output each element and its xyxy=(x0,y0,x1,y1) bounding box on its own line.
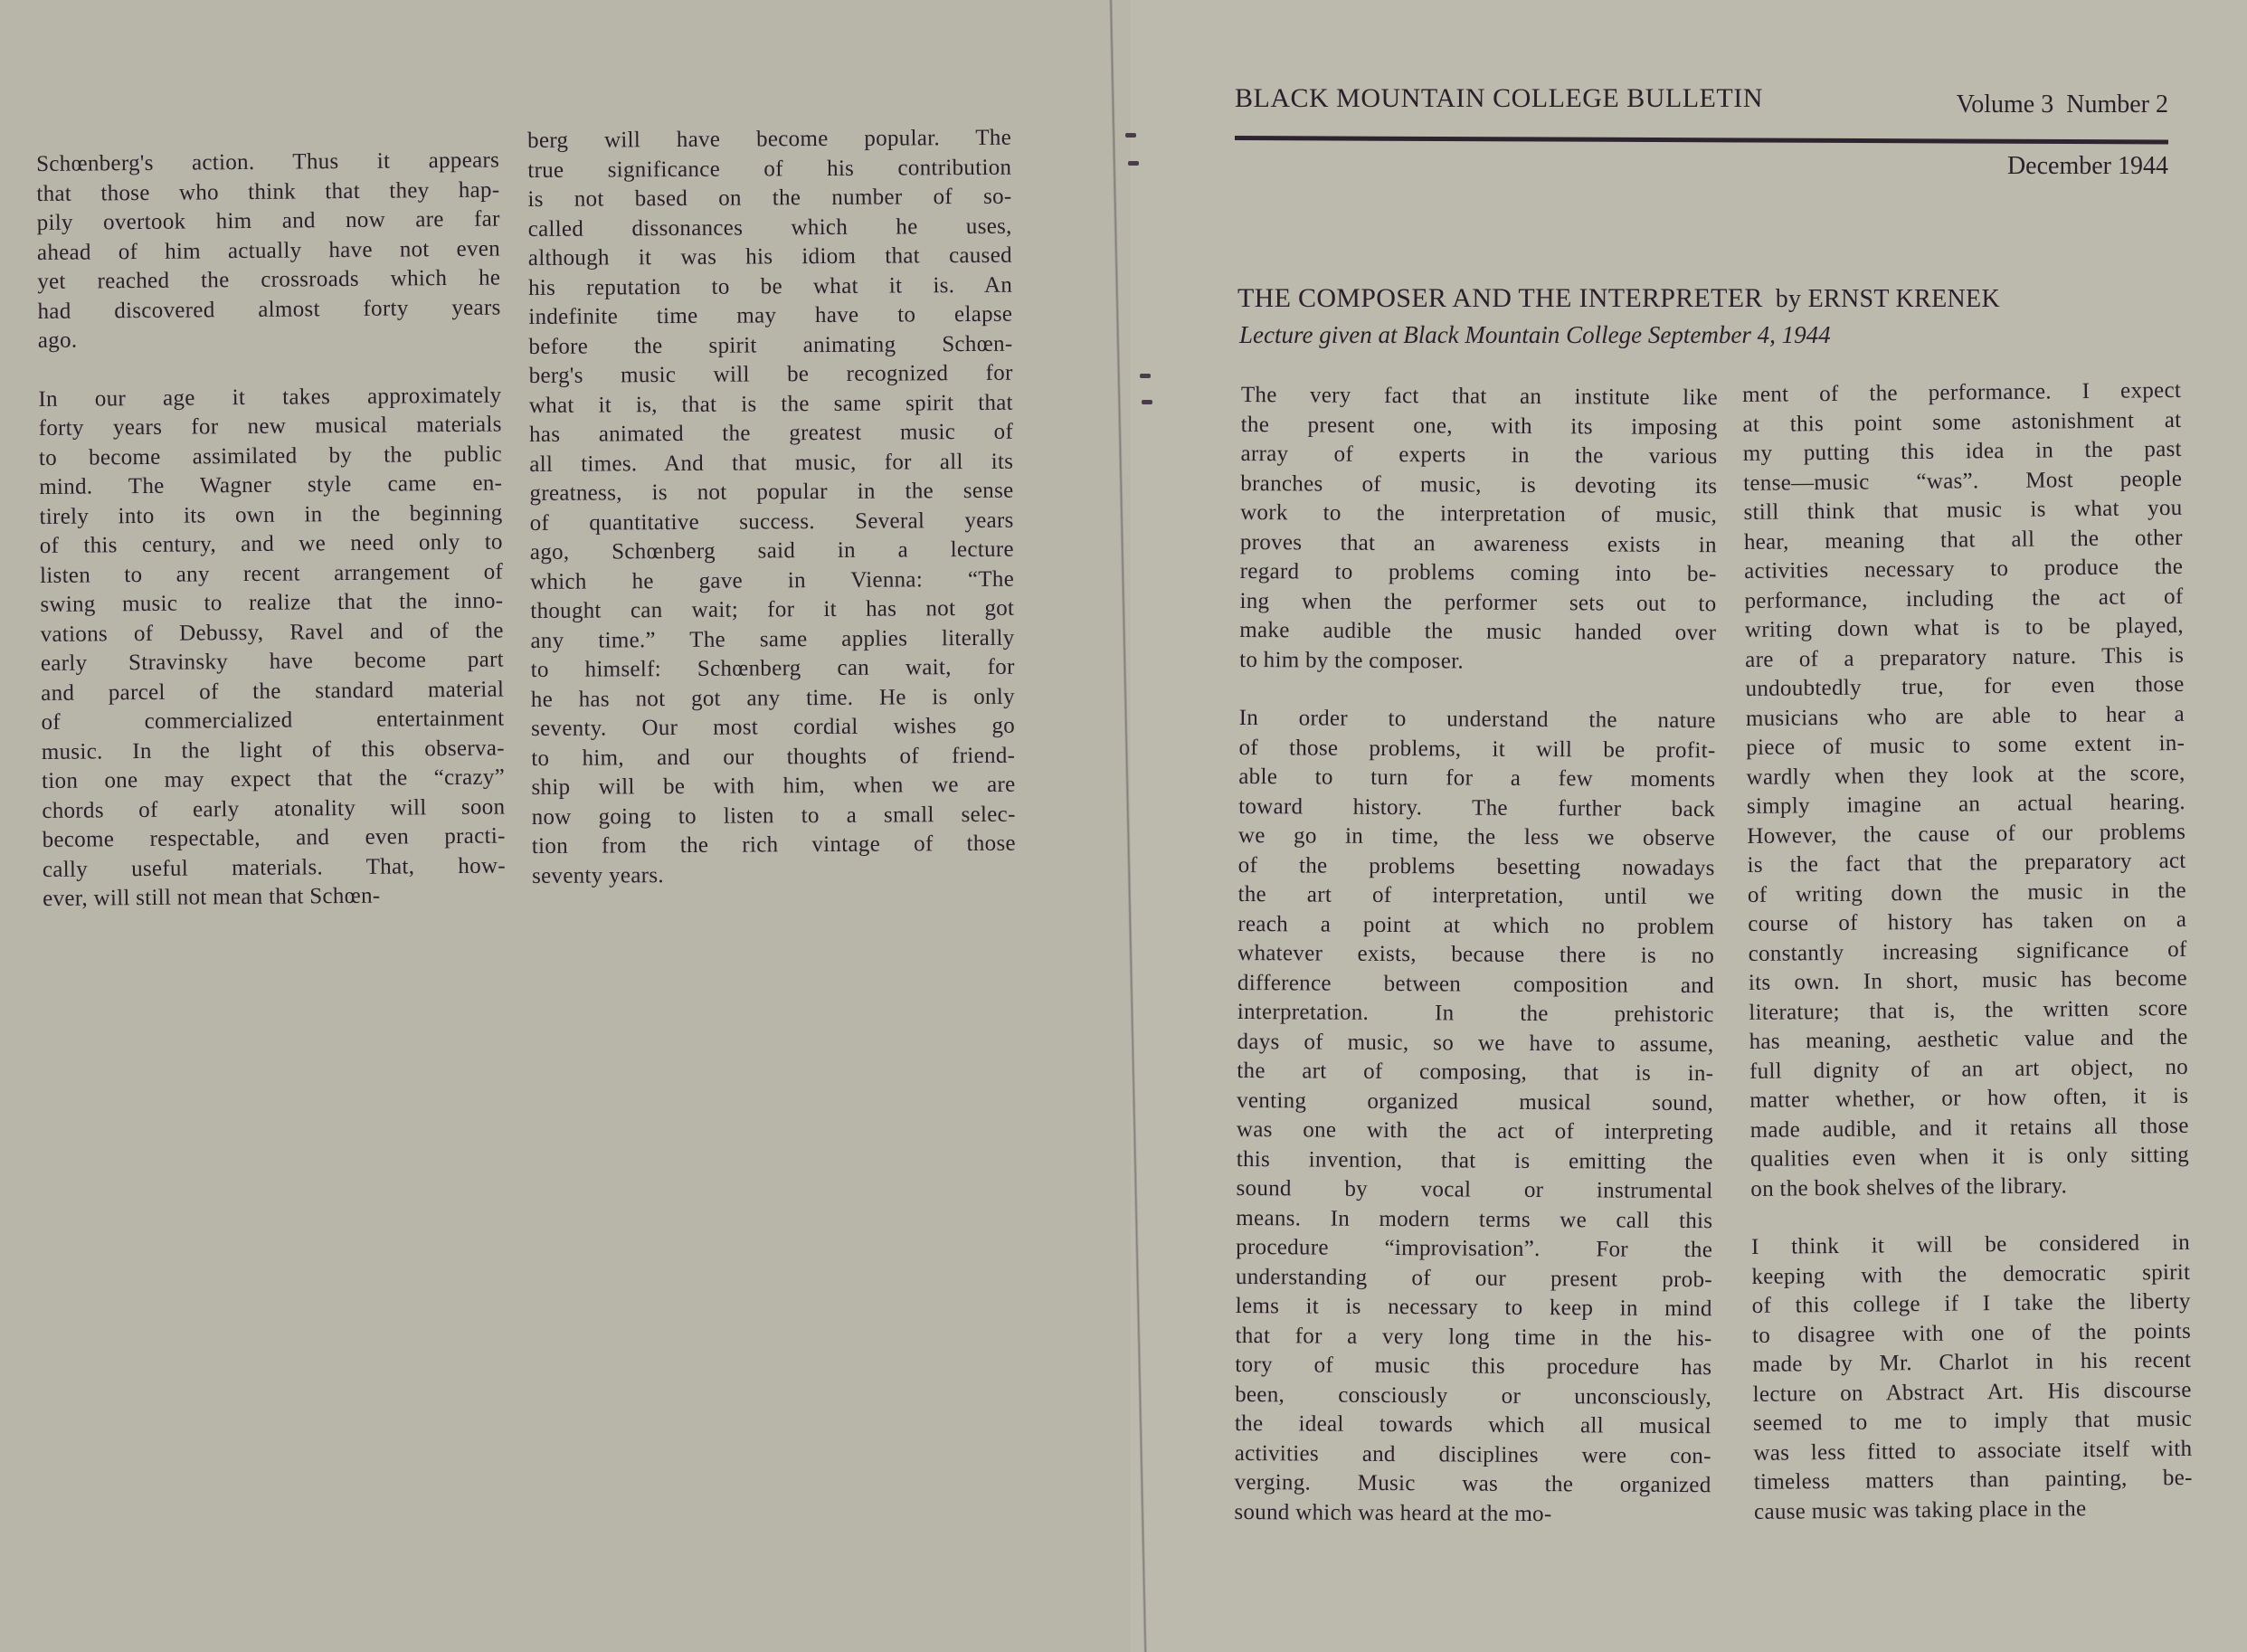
text-line: all times. And that music, for all its xyxy=(529,449,1014,477)
text-line: its own. In short, music has become xyxy=(1748,965,2188,995)
text-line: is the fact that the preparatory act xyxy=(1747,848,2186,878)
text-line: seventy years. xyxy=(531,862,664,888)
text-line: keeping with the democratic spirit xyxy=(1751,1259,2191,1289)
text-line: what it is, that is the same spirit that xyxy=(528,390,1013,418)
text-line: is not based on the number of so- xyxy=(527,184,1012,212)
text-line: called dissonances which he uses, xyxy=(527,214,1012,242)
text-line: ment of the performance. I expect xyxy=(1742,377,2182,407)
text-line: ahead of him actually have not even xyxy=(36,236,501,265)
text-line: literature; that is, the written score xyxy=(1749,995,2188,1025)
text-line: although it was his idiom that caused xyxy=(527,242,1012,271)
paragraph xyxy=(1742,376,2190,1204)
text-line: cally useful materials. That, how- xyxy=(42,853,507,882)
text-line: of this college if I take the liberty xyxy=(1751,1288,2191,1318)
paragraph xyxy=(1751,1229,2193,1527)
text-line: wardly when they look at the score, xyxy=(1746,760,2185,790)
text-line: whatever exists, because there is no xyxy=(1237,940,1715,969)
paragraph xyxy=(1239,381,1718,678)
text-line: of those problems, it will be profit- xyxy=(1238,735,1716,763)
text-line: tirely into its own in the beginning xyxy=(39,500,503,529)
text-line: performance, including the act of xyxy=(1744,584,2184,613)
text-line: simply imagine an actual hearing. xyxy=(1746,789,2186,819)
text-line: timeless matters than painting, be- xyxy=(1753,1465,2193,1495)
text-line: now going to listen to a small selec- xyxy=(531,802,1016,830)
text-line: sound by vocal or instrumental xyxy=(1236,1175,1713,1204)
text-line: tion from the rich vintage of those xyxy=(531,831,1016,859)
text-line: writing down what is to be played, xyxy=(1744,612,2184,642)
paragraph xyxy=(36,147,501,356)
staple-icon xyxy=(1125,133,1136,138)
text-line: full dignity of an art object, no xyxy=(1749,1054,2189,1084)
text-line: The very fact that an institute like xyxy=(1240,382,1718,411)
text-line: at this point some astonishment at xyxy=(1742,407,2182,437)
text-line: mind. The Wagner style came en- xyxy=(39,470,503,499)
text-line: berg's music will be recognized for xyxy=(528,360,1013,388)
text-line: to him by the composer. xyxy=(1239,647,1465,674)
text-line: that for a very long time in the his- xyxy=(1235,1323,1712,1351)
text-line: any time.” The same applies literally xyxy=(530,625,1015,653)
text-line: In our age it takes approximately xyxy=(38,383,502,412)
text-line: berg will have become popular. The xyxy=(527,125,1012,153)
text-line: Schœnberg's action. Thus it appears xyxy=(36,147,500,176)
text-line: of quantitative success. Several years xyxy=(529,508,1014,536)
text-line: undoubtedly true, for even those xyxy=(1745,671,2185,701)
paragraph-gap xyxy=(1239,675,1716,707)
paragraph xyxy=(527,124,1016,891)
text-line: that those who think that they hap- xyxy=(36,177,500,206)
text-line: had discovered almost forty years xyxy=(37,295,501,324)
text-line: the ideal towards which all musical xyxy=(1234,1410,1712,1439)
issue-date: December 1944 xyxy=(2006,152,2168,180)
text-line: made by Mr. Charlot in his recent xyxy=(1752,1347,2192,1377)
text-line: array of experts in the various xyxy=(1240,441,1718,470)
text-line: to him, and our thoughts of friend- xyxy=(531,743,1016,771)
text-line: musicians who are able to hear a xyxy=(1745,701,2185,731)
text-line: was one with the act of interpreting xyxy=(1236,1116,1714,1145)
byline: by ERNST KRENEK xyxy=(1775,285,2000,313)
text-line: tense—music “was”. Most people xyxy=(1743,466,2183,496)
text-line: constantly increasing significance of xyxy=(1748,936,2187,966)
text-line: of this century, and we need only to xyxy=(39,529,503,558)
column-2 xyxy=(527,124,1016,891)
paragraph xyxy=(38,381,506,914)
text-line: true significance of his contribution xyxy=(527,155,1012,183)
text-line: qualities even when it is only sitting xyxy=(1749,1142,2190,1172)
paragraph-gap xyxy=(38,352,501,385)
text-line: of writing down the music in the xyxy=(1747,878,2187,907)
text-line: yet reached the crossroads which he xyxy=(37,265,501,294)
text-line: branches of music, is devoting its xyxy=(1240,470,1718,498)
text-line: cause music was taking place in the xyxy=(1753,1495,2087,1524)
text-line: understanding of our present prob- xyxy=(1235,1264,1713,1292)
text-line: proves that an awareness exists in xyxy=(1239,529,1717,557)
text-line: verging. Music was the organized xyxy=(1234,1469,1711,1498)
text-line: are of a preparatory nature. This is xyxy=(1745,642,2185,672)
column-1 xyxy=(36,147,506,915)
text-line: indefinite time may have to elapse xyxy=(528,301,1013,329)
text-line: of the problems besetting nowadays xyxy=(1237,852,1715,880)
text-line: was less fitted to associate itself with xyxy=(1753,1436,2193,1466)
text-line: However, the cause of our problems xyxy=(1747,819,2186,849)
text-line: become respectable, and even practi- xyxy=(42,823,506,852)
text-line: and parcel of the standard material xyxy=(41,677,505,706)
text-line: the art of composing, that is in- xyxy=(1237,1058,1714,1087)
text-line: In order to understand the nature xyxy=(1238,705,1716,734)
masthead: BLACK MOUNTAIN COLLEGE BULLETIN xyxy=(1235,83,1763,113)
text-line: ago, Schœnberg said in a lecture xyxy=(529,536,1014,565)
text-line: interpretation. In the prehistoric xyxy=(1237,999,1714,1028)
text-line: this invention, that is emitting the xyxy=(1236,1146,1713,1174)
text-line: which he gave in Vienna: “The xyxy=(529,566,1015,594)
text-line: greatness, is not popular in the sense xyxy=(529,478,1014,506)
text-line: chords of early atonality will soon xyxy=(42,794,506,823)
text-line: reach a point at which no problem xyxy=(1237,911,1715,939)
text-line: the art of interpretation, until we xyxy=(1237,881,1715,910)
text-line: matter whether, or how often, it is xyxy=(1749,1083,2189,1113)
text-line: has meaning, aesthetic value and the xyxy=(1749,1024,2188,1054)
text-line: to become assimilated by the public xyxy=(38,441,503,470)
staple-icon xyxy=(1142,400,1152,404)
text-line: thought can wait; for it has not got xyxy=(530,595,1015,623)
text-line: been, consciously or unconsciously, xyxy=(1235,1381,1712,1410)
text-line: tory of music this procedure has xyxy=(1235,1352,1712,1381)
text-line: he has not got any time. He is only xyxy=(530,684,1015,712)
text-line: seemed to me to imply that music xyxy=(1752,1406,2193,1436)
text-line: lems it is necessary to keep in mind xyxy=(1235,1293,1712,1322)
text-line: sound which was heard at the mo- xyxy=(1234,1499,1552,1526)
paragraph xyxy=(1234,704,1716,1530)
text-line: my putting this idea in the past xyxy=(1742,436,2182,466)
text-line: make audible the music handed over xyxy=(1239,617,1717,646)
text-line: tion one may expect that the “crazy” xyxy=(41,764,506,793)
text-line: piece of music to some extent in- xyxy=(1746,730,2185,760)
text-line: venting organized musical sound, xyxy=(1237,1087,1714,1116)
text-line: activities necessary to produce the xyxy=(1744,554,2184,584)
text-line: means. In modern terms we call this xyxy=(1236,1205,1713,1233)
text-line: still think that music is what you xyxy=(1743,495,2183,525)
staple-icon xyxy=(1140,374,1151,378)
title-text: THE COMPOSER AND THE INTERPRETER xyxy=(1237,283,1763,313)
text-line: work to the interpretation of music, xyxy=(1240,499,1718,528)
text-line: made audible, and it retains all those xyxy=(1749,1113,2189,1143)
text-line: music. In the light of this observa- xyxy=(41,736,505,764)
text-line: the present one, with its imposing xyxy=(1240,412,1718,440)
text-line: hear, meaning that all the other xyxy=(1743,525,2183,555)
text-line: to himself: Schœnberg can wait, for xyxy=(530,654,1015,682)
text-line: his reputation to be what it is. An xyxy=(528,272,1013,300)
staple-icon xyxy=(1128,161,1139,166)
text-line: pily overtook him and now are far xyxy=(36,206,500,235)
text-line: vations of Debussy, Ravel and of the xyxy=(40,618,504,647)
text-line: of commercialized entertainment xyxy=(41,706,505,735)
text-line: seventy. Our most cordial wishes go xyxy=(530,713,1016,741)
text-line: before the spirit animating Schœn- xyxy=(528,331,1013,359)
text-line: early Stravinsky have become part xyxy=(40,647,505,676)
text-line: course of history has taken on a xyxy=(1748,907,2187,936)
article-subtitle: Lecture given at Black Mountain College September 4, 1944 xyxy=(1239,321,1831,348)
text-line: toward history. The further back xyxy=(1238,793,1716,821)
text-line: I think it will be considered in xyxy=(1750,1230,2191,1259)
text-line: procedure “improvisation”. For the xyxy=(1236,1234,1713,1263)
text-line: forty years for new musical materials xyxy=(38,412,502,441)
article-title xyxy=(1237,283,2000,314)
text-line: swing music to realize that the inno- xyxy=(40,588,504,617)
text-line: ago. xyxy=(37,328,78,353)
text-line: listen to any recent arrangement of xyxy=(39,559,504,588)
text-line: regard to problems coming into be- xyxy=(1239,558,1717,587)
text-line: ship will be with him, when we are xyxy=(531,772,1016,800)
text-line: ever, will still not mean that Schœn- xyxy=(43,883,381,911)
text-line: ing when the performer sets out to xyxy=(1239,588,1717,616)
text-line: able to turn for a few moments xyxy=(1238,764,1716,793)
text-line: difference between composition and xyxy=(1237,970,1715,998)
text-line: days of music, so we have to assume, xyxy=(1237,1029,1714,1057)
text-line: activities and disciplines were con- xyxy=(1234,1440,1711,1468)
paragraph-gap xyxy=(1751,1200,2190,1233)
text-line: has animated the greatest music of xyxy=(528,419,1014,447)
text-line: to disagree with one of the points xyxy=(1751,1318,2192,1348)
column-4 xyxy=(1742,376,2193,1527)
volume-number: Volume 3 Number 2 xyxy=(1956,90,2168,119)
text-line: on the book shelves of the library. xyxy=(1750,1173,2068,1201)
text-line: we go in time, the less we observe xyxy=(1237,822,1716,851)
text-line: lecture on Abstract Art. His discourse xyxy=(1752,1377,2192,1407)
column-3 xyxy=(1234,381,1718,1530)
